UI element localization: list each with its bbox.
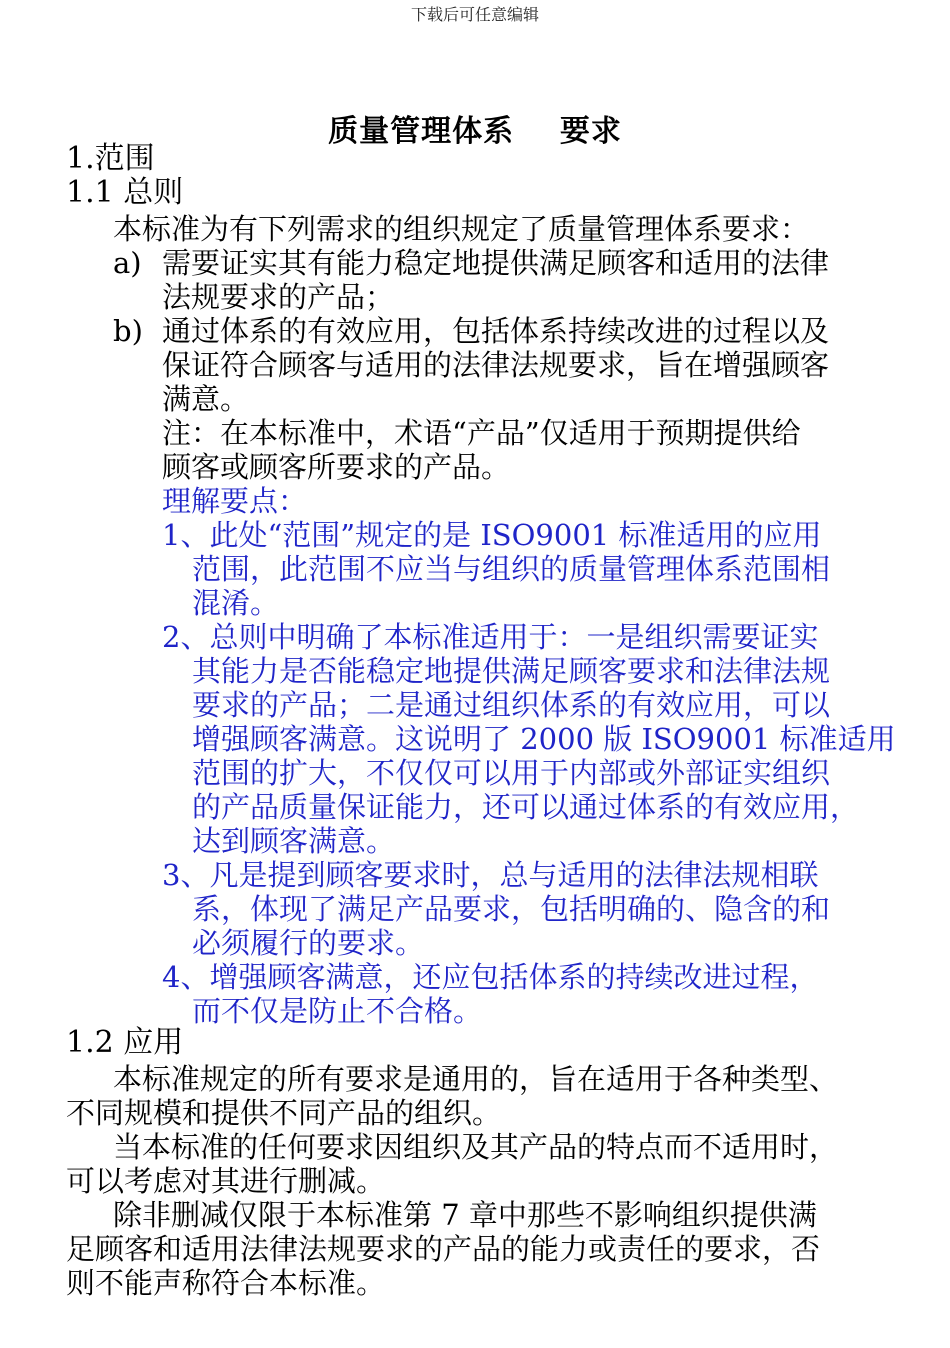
key-point-line: 必须履行的要求。 bbox=[192, 926, 425, 960]
item-a-marker: a) bbox=[113, 246, 142, 280]
key-point-line: 系，体现了满足产品要求，包括明确的、隐含的和 bbox=[192, 892, 831, 926]
key-point-line: 要求的产品；二是通过组织体系的有效应用，可以 bbox=[192, 688, 831, 722]
key-point-line: 的产品质量保证能力，还可以通过体系的有效应用， bbox=[192, 790, 860, 824]
section-heading-application: 1.2 应用 bbox=[66, 1025, 184, 1060]
document-title: 质量管理体系 要求 bbox=[328, 114, 622, 149]
key-point-line: 1、此处“范围”规定的是 ISO9001 标准适用的应用 bbox=[162, 518, 822, 552]
key-point-line: 混淆。 bbox=[192, 586, 280, 620]
key-point-line: 增强顾客满意。这说明了 2000 版 ISO9001 标准适用 bbox=[192, 722, 896, 756]
application-line: 本标准规定的所有要求是通用的，旨在适用于各种类型、 bbox=[113, 1062, 839, 1096]
key-point-line: 范围的扩大，不仅仅可以用于内部或外部证实组织 bbox=[192, 756, 831, 790]
key-point-line: 而不仅是防止不合格。 bbox=[192, 994, 483, 1028]
item-b-marker: b) bbox=[113, 314, 143, 348]
key-point-line: 范围，此范围不应当与组织的质量管理体系范围相 bbox=[192, 552, 831, 586]
application-line: 足顾客和适用法律法规要求的产品的能力或责任的要求，否 bbox=[66, 1232, 821, 1266]
application-line: 可以考虑对其进行删减。 bbox=[66, 1164, 386, 1198]
application-line: 当本标准的任何要求因组织及其产品的特点而不适用时， bbox=[113, 1130, 839, 1164]
note-line: 注：在本标准中，术语“产品”仅适用于预期提供给 bbox=[162, 416, 801, 450]
item-b-line: 保证符合顾客与适用的法律法规要求，旨在增强顾客 bbox=[162, 348, 830, 382]
application-line: 不同规模和提供不同产品的组织。 bbox=[66, 1096, 502, 1130]
key-point-line: 3、凡是提到顾客要求时，总与适用的法律法规相联 bbox=[162, 858, 819, 892]
note-line: 顾客或顾客所要求的产品。 bbox=[162, 450, 511, 484]
intro-text: 本标准为有下列需求的组织规定了质量管理体系要求： bbox=[113, 212, 810, 246]
header-note: 下载后可任意编辑 bbox=[410, 5, 539, 24]
application-line: 则不能声称符合本标准。 bbox=[66, 1266, 386, 1300]
item-a-line: 法规要求的产品； bbox=[162, 280, 395, 314]
key-point-line: 其能力是否能稳定地提供满足顾客要求和法律法规 bbox=[192, 654, 831, 688]
item-b-line: 满意。 bbox=[162, 382, 250, 416]
section-heading-scope: 1.范围 bbox=[66, 141, 155, 176]
key-points-title: 理解要点： bbox=[162, 484, 308, 518]
application-line: 除非删减仅限于本标准第 7 章中那些不影响组织提供满 bbox=[113, 1198, 817, 1232]
item-b-line: 通过体系的有效应用，包括体系持续改进的过程以及 bbox=[162, 314, 830, 348]
key-point-line: 4、增强顾客满意，还应包括体系的持续改进过程， bbox=[162, 960, 819, 994]
section-heading-general: 1.1 总则 bbox=[66, 175, 184, 210]
item-a-line: 需要证实其有能力稳定地提供满足顾客和适用的法律 bbox=[162, 246, 830, 280]
key-point-line: 达到顾客满意。 bbox=[192, 824, 396, 858]
key-point-line: 2、总则中明确了本标准适用于：一是组织需要证实 bbox=[162, 620, 819, 654]
